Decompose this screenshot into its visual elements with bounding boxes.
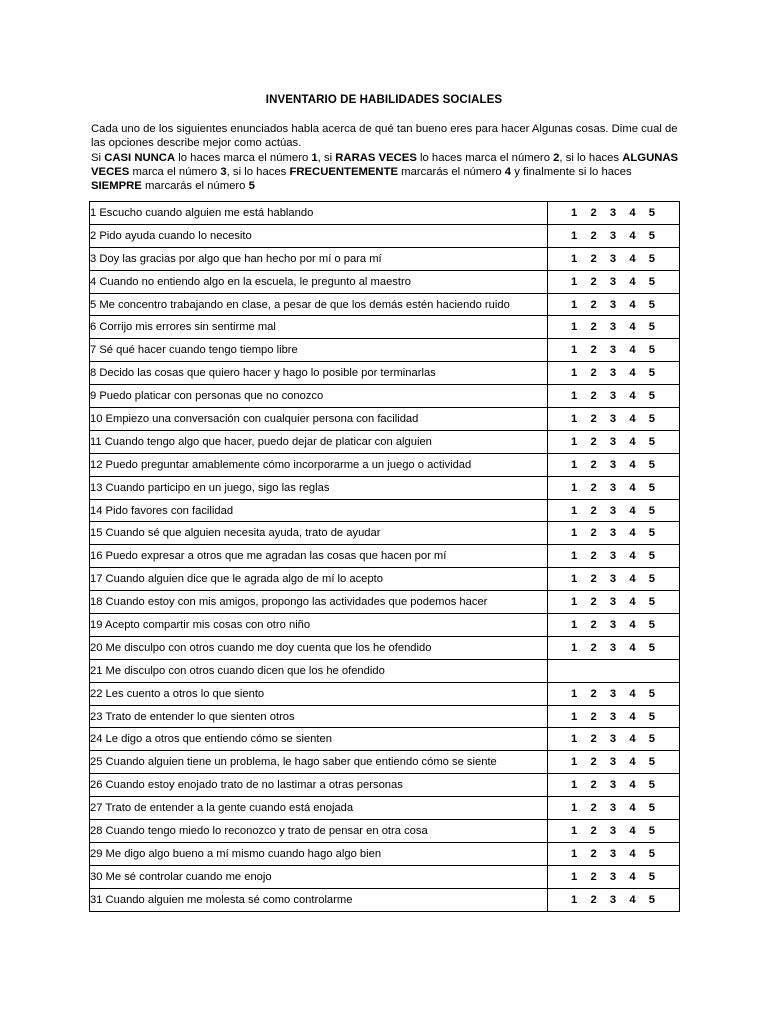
rating-option[interactable]: 4	[629, 733, 636, 746]
rating-option[interactable]: 1	[571, 573, 578, 586]
rating-option[interactable]: 5	[648, 893, 655, 906]
rating-option[interactable]: 5	[648, 252, 655, 265]
rating-option[interactable]: 1	[571, 435, 578, 448]
rating-option[interactable]: 4	[629, 618, 636, 631]
rating-scale-cell	[548, 316, 680, 339]
rating-option[interactable]: 3	[609, 527, 617, 540]
rating-option[interactable]: 5	[648, 573, 655, 586]
rating-option[interactable]: 2	[590, 779, 597, 792]
rating-option[interactable]: 5	[648, 596, 655, 609]
rating-scale	[548, 550, 679, 562]
rating-option[interactable]: 4	[629, 321, 636, 334]
rating-option[interactable]: 3	[609, 252, 617, 265]
rating-option[interactable]: 3	[609, 412, 617, 425]
rating-option[interactable]: 3	[609, 573, 617, 586]
rating-option[interactable]: 5	[648, 275, 655, 288]
table-row	[90, 453, 680, 476]
item-statement: 18 Cuando estoy con mis amigos, propongo las actividades que podemos hacer	[90, 591, 548, 614]
rating-scale-cell	[548, 362, 680, 385]
rating-option[interactable]: 3	[609, 550, 617, 563]
rating-option[interactable]: 5	[648, 367, 655, 380]
rating-option[interactable]: 1	[571, 275, 578, 288]
rating-option[interactable]: 4	[629, 344, 636, 357]
rating-scale	[548, 596, 679, 608]
rating-option[interactable]: 3	[609, 504, 617, 517]
rating-scale-cell	[548, 797, 680, 820]
rating-option[interactable]: 3	[609, 733, 617, 746]
table-row	[90, 614, 680, 637]
rating-option[interactable]: 3	[609, 229, 617, 242]
rating-option[interactable]: 5	[648, 756, 655, 769]
rating-scale-cell	[548, 339, 680, 362]
table-row	[90, 339, 680, 362]
rating-scale-cell	[548, 842, 680, 865]
table-row	[90, 430, 680, 453]
rating-scale-cell	[548, 293, 680, 316]
table-row	[90, 797, 680, 820]
rating-option[interactable]: 2	[590, 206, 597, 219]
item-statement: 17 Cuando alguien dice que le agrada algo de mí lo acepto	[90, 568, 548, 591]
rating-option[interactable]: 4	[629, 458, 636, 471]
rating-option[interactable]: 4	[629, 779, 636, 792]
rating-option[interactable]: 3	[609, 275, 617, 288]
table-row	[90, 591, 680, 614]
item-statement: 5 Me concentro trabajando en clase, a pesar de que los demás estén haciendo ruido	[90, 293, 548, 316]
rating-option[interactable]: 2	[590, 435, 597, 448]
rating-scale-cell	[548, 865, 680, 888]
rating-option[interactable]: 2	[590, 802, 597, 815]
rating-option[interactable]: 1	[571, 710, 578, 723]
rating-option[interactable]: 3	[609, 298, 617, 311]
rating-scale-cell	[548, 820, 680, 843]
table-row	[90, 842, 680, 865]
rating-option[interactable]: 2	[590, 458, 597, 471]
rating-scale-cell	[548, 591, 680, 614]
rating-option[interactable]: 3	[609, 641, 617, 654]
rating-scale-cell	[548, 408, 680, 431]
rating-option[interactable]: 2	[590, 229, 597, 242]
rating-option[interactable]: 4	[629, 298, 636, 311]
item-statement: 10 Empiezo una conversación con cualquier persona con facilidad	[90, 408, 548, 431]
rating-option[interactable]: 5	[648, 733, 655, 746]
rating-option[interactable]: 1	[571, 390, 578, 403]
rating-option[interactable]: 2	[590, 756, 597, 769]
rating-option[interactable]: 2	[590, 481, 597, 494]
rating-option[interactable]: 2	[590, 824, 597, 837]
rating-option[interactable]: 2	[590, 298, 597, 311]
rating-scale-cell	[548, 568, 680, 591]
rating-option[interactable]: 3	[609, 802, 617, 815]
rating-option[interactable]: 2	[590, 618, 597, 631]
rating-scale-cell	[548, 499, 680, 522]
rating-option[interactable]: 1	[571, 229, 578, 242]
rating-option[interactable]: 4	[629, 412, 636, 425]
rating-scale-cell	[548, 247, 680, 270]
rating-scale	[548, 802, 679, 814]
rating-scale-cell	[548, 476, 680, 499]
rating-option[interactable]: 3	[609, 344, 617, 357]
rating-option[interactable]: 5	[648, 321, 655, 334]
rating-option[interactable]: 4	[629, 756, 636, 769]
rating-option[interactable]: 1	[571, 504, 578, 517]
rating-option[interactable]: 3	[609, 847, 617, 860]
table-row	[90, 202, 680, 225]
rating-scale	[548, 825, 679, 837]
table-row	[90, 636, 680, 659]
item-statement: 28 Cuando tengo miedo lo reconozco y trato de pensar en otra cosa	[90, 820, 548, 843]
rating-scale	[548, 711, 679, 723]
rating-option[interactable]: 3	[609, 458, 617, 471]
rating-option[interactable]: 4	[629, 504, 636, 517]
rating-option[interactable]: 4	[629, 550, 636, 563]
rating-scale-cell	[548, 636, 680, 659]
rating-scale	[548, 505, 679, 517]
rating-option[interactable]: 5	[648, 527, 655, 540]
rating-option[interactable]: 1	[571, 893, 578, 906]
item-statement: 14 Pido favores con facilidad	[90, 499, 548, 522]
rating-option[interactable]: 5	[648, 710, 655, 723]
rating-scale-cell	[548, 614, 680, 637]
table-row	[90, 362, 680, 385]
rating-option[interactable]: 3	[609, 206, 617, 219]
rating-option[interactable]: 1	[571, 779, 578, 792]
rating-option[interactable]: 1	[571, 687, 578, 700]
rating-option[interactable]: 5	[648, 229, 655, 242]
rating-option[interactable]: 4	[629, 206, 636, 219]
item-statement: 12 Puedo preguntar amablemente cómo incorporarme a un juego o actividad	[90, 453, 548, 476]
rating-option[interactable]: 2	[590, 710, 597, 723]
rating-option[interactable]: 1	[571, 458, 578, 471]
table-row	[90, 728, 680, 751]
item-statement: 25 Cuando alguien tiene un problema, le hago saber que entiendo cómo se siente	[90, 751, 548, 774]
rating-scale	[548, 756, 679, 768]
rating-option[interactable]: 5	[648, 298, 655, 311]
item-statement: 23 Trato de entender lo que sienten otros	[90, 705, 548, 728]
rating-option[interactable]: 1	[571, 618, 578, 631]
rating-option[interactable]: 5	[648, 435, 655, 448]
rating-scale	[548, 436, 679, 448]
rating-option[interactable]: 3	[609, 481, 617, 494]
rating-option[interactable]: 4	[629, 435, 636, 448]
rating-option[interactable]: 3	[609, 596, 617, 609]
rating-option[interactable]: 2	[590, 252, 597, 265]
table-row	[90, 568, 680, 591]
rating-scale	[548, 344, 679, 356]
rating-option[interactable]: 3	[609, 710, 617, 723]
rating-option[interactable]: 2	[590, 321, 597, 334]
rating-option[interactable]: 3	[609, 893, 617, 906]
item-statement: 1 Escucho cuando alguien me está hablando	[90, 202, 548, 225]
item-statement: 29 Me digo algo bueno a mí mismo cuando hago algo bien	[90, 842, 548, 865]
rating-option[interactable]: 1	[571, 596, 578, 609]
rating-option[interactable]: 1	[571, 802, 578, 815]
rating-scale	[548, 207, 679, 219]
rating-option[interactable]: 5	[648, 779, 655, 792]
rating-option[interactable]: 1	[571, 481, 578, 494]
rating-scale	[548, 321, 679, 333]
inventory-table	[89, 201, 680, 912]
rating-option[interactable]: 2	[590, 367, 597, 380]
rating-option[interactable]: 1	[571, 321, 578, 334]
rating-scale	[548, 894, 679, 906]
table-row	[90, 408, 680, 431]
rating-option[interactable]: 2	[590, 573, 597, 586]
rating-option[interactable]: 1	[571, 344, 578, 357]
table-row	[90, 545, 680, 568]
rating-option[interactable]: 5	[648, 412, 655, 425]
rating-option[interactable]: 2	[590, 733, 597, 746]
rating-option[interactable]: 3	[609, 321, 617, 334]
rating-option[interactable]: 2	[590, 870, 597, 883]
instructions	[91, 122, 683, 193]
rating-option[interactable]: 5	[648, 618, 655, 631]
rating-option[interactable]: 1	[571, 252, 578, 265]
rating-option[interactable]: 3	[609, 779, 617, 792]
rating-option[interactable]: 3	[609, 687, 617, 700]
rating-option[interactable]: 1	[571, 298, 578, 311]
item-statement: 26 Cuando estoy enojado trato de no lastimar a otras personas	[90, 774, 548, 797]
rating-option[interactable]: 3	[609, 390, 617, 403]
rating-option[interactable]: 5	[648, 504, 655, 517]
rating-option[interactable]: 4	[629, 481, 636, 494]
table-row	[90, 751, 680, 774]
rating-option[interactable]: 4	[629, 573, 636, 586]
item-statement: 31 Cuando alguien me molesta sé como controlarme	[90, 888, 548, 911]
rating-option[interactable]: 4	[629, 252, 636, 265]
rating-option[interactable]: 5	[648, 847, 655, 860]
rating-option[interactable]: 2	[590, 344, 597, 357]
rating-option[interactable]: 1	[571, 733, 578, 746]
rating-option[interactable]: 1	[571, 756, 578, 769]
rating-scale-cell	[548, 522, 680, 545]
rating-option[interactable]: 2	[590, 550, 597, 563]
rating-scale	[548, 367, 679, 379]
table-row	[90, 865, 680, 888]
rating-scale	[548, 642, 679, 654]
rating-option[interactable]: 5	[648, 206, 655, 219]
rating-scale	[548, 482, 679, 494]
rating-option[interactable]: 5	[648, 802, 655, 815]
rating-scale	[548, 871, 679, 883]
rating-option[interactable]: 4	[629, 847, 636, 860]
item-statement: 21 Me disculpo con otros cuando dicen que los he ofendido	[90, 659, 548, 682]
table-row	[90, 316, 680, 339]
rating-option[interactable]: 1	[571, 824, 578, 837]
table-row	[90, 270, 680, 293]
item-statement: 15 Cuando sé que alguien necesita ayuda, trato de ayudar	[90, 522, 548, 545]
rating-scale-cell	[548, 202, 680, 225]
rating-option[interactable]: 4	[629, 596, 636, 609]
rating-scale	[548, 779, 679, 791]
rating-scale	[548, 253, 679, 265]
table-row	[90, 293, 680, 316]
rating-scale-cell	[548, 751, 680, 774]
item-statement: 11 Cuando tengo algo que hacer, puedo dejar de platicar con alguien	[90, 430, 548, 453]
rating-scale	[548, 848, 679, 860]
rating-option[interactable]: 5	[648, 641, 655, 654]
rating-option[interactable]: 2	[590, 527, 597, 540]
scoring-instructions: Si CASI NUNCA lo haces marca el número 1, si RARAS VECES lo haces marca el número 2, si lo haces ALGUNAS VECES marca el número 3, si lo haces FRECUENTEMENTE marcarás el número 4 y finalmente si lo haces SIEMPRE marcarás el número 5	[91, 151, 679, 193]
item-statement: 20 Me disculpo con otros cuando me doy cuenta que los he ofendido	[90, 636, 548, 659]
rating-option[interactable]: 4	[629, 893, 636, 906]
rating-option[interactable]: 1	[571, 550, 578, 563]
rating-option[interactable]: 5	[648, 481, 655, 494]
rating-scale-cell	[548, 728, 680, 751]
table-row	[90, 224, 680, 247]
item-statement: 4 Cuando no entiendo algo en la escuela, le pregunto al maestro	[90, 270, 548, 293]
rating-option[interactable]: 2	[590, 504, 597, 517]
rating-option[interactable]: 1	[571, 641, 578, 654]
rating-option[interactable]: 1	[571, 527, 578, 540]
rating-option[interactable]: 3	[609, 756, 617, 769]
rating-scale	[548, 527, 679, 539]
rating-scale	[548, 459, 679, 471]
rating-option[interactable]: 4	[629, 641, 636, 654]
rating-option[interactable]: 1	[571, 206, 578, 219]
rating-option[interactable]: 2	[590, 596, 597, 609]
rating-scale	[548, 573, 679, 585]
rating-scale-cell	[548, 888, 680, 911]
rating-option[interactable]: 4	[629, 390, 636, 403]
rating-option[interactable]: 4	[629, 367, 636, 380]
rating-option[interactable]: 3	[609, 367, 617, 380]
rating-option[interactable]: 5	[648, 390, 655, 403]
rating-option[interactable]: 4	[629, 710, 636, 723]
rating-scale-cell	[548, 385, 680, 408]
rating-scale	[548, 230, 679, 242]
rating-option[interactable]: 1	[571, 367, 578, 380]
table-row	[90, 659, 680, 682]
rating-option[interactable]: 1	[571, 847, 578, 860]
rating-option[interactable]: 5	[648, 824, 655, 837]
rating-option[interactable]: 2	[590, 893, 597, 906]
rating-option[interactable]: 5	[648, 870, 655, 883]
rating-scale	[548, 276, 679, 288]
rating-scale-cell	[548, 224, 680, 247]
table-row	[90, 476, 680, 499]
rating-option[interactable]: 2	[590, 390, 597, 403]
table-row	[90, 888, 680, 911]
item-statement: 16 Puedo expresar a otros que me agradan las cosas que hacen por mí	[90, 545, 548, 568]
table-row	[90, 385, 680, 408]
table-row	[90, 499, 680, 522]
item-statement: 9 Puedo platicar con personas que no conozco	[90, 385, 548, 408]
rating-scale	[548, 733, 679, 745]
rating-option[interactable]: 4	[629, 527, 636, 540]
instructions-paragraph: Cada uno de los siguientes enunciados habla acerca de qué tan bueno eres para hacer Algunas cosas. Dime cual de las opciones describe mejor como actúas.	[91, 123, 678, 150]
rating-scale	[548, 299, 679, 311]
item-statement: 22 Les cuento a otros lo que siento	[90, 682, 548, 705]
rating-option[interactable]: 4	[629, 824, 636, 837]
rating-option[interactable]: 2	[590, 847, 597, 860]
item-statement: 3 Doy las gracias por algo que han hecho por mí o para mí	[90, 247, 548, 270]
item-statement: 8 Decido las cosas que quiero hacer y hago lo posible por terminarlas	[90, 362, 548, 385]
rating-scale	[548, 619, 679, 631]
table-row	[90, 705, 680, 728]
rating-scale-cell	[548, 430, 680, 453]
table-row	[90, 820, 680, 843]
item-statement: 13 Cuando participo en un juego, sigo las reglas	[90, 476, 548, 499]
rating-option[interactable]: 5	[648, 550, 655, 563]
item-statement: 30 Me sé controlar cuando me enojo	[90, 865, 548, 888]
item-statement: 6 Corrijo mis errores sin sentirme mal	[90, 316, 548, 339]
document-title: INVENTARIO DE HABILIDADES SOCIALES	[265, 94, 503, 106]
rating-option[interactable]: 5	[648, 687, 655, 700]
rating-option[interactable]: 2	[590, 641, 597, 654]
rating-option[interactable]: 5	[648, 344, 655, 357]
rating-option[interactable]: 1	[571, 412, 578, 425]
rating-option[interactable]: 3	[609, 870, 617, 883]
rating-scale-cell	[548, 774, 680, 797]
rating-scale	[548, 413, 679, 425]
rating-scale-cell	[548, 453, 680, 476]
rating-option[interactable]: 4	[629, 229, 636, 242]
rating-scale	[548, 688, 679, 700]
table-row	[90, 774, 680, 797]
rating-scale	[548, 390, 679, 402]
rating-option[interactable]: 4	[629, 275, 636, 288]
item-statement: 27 Trato de entender a la gente cuando está enojada	[90, 797, 548, 820]
item-statement: 7 Sé qué hacer cuando tengo tiempo libre	[90, 339, 548, 362]
table-row	[90, 522, 680, 545]
item-statement: 24 Le digo a otros que entiendo cómo se sienten	[90, 728, 548, 751]
rating-option[interactable]: 5	[648, 458, 655, 471]
rating-option[interactable]: 4	[629, 687, 636, 700]
rating-option[interactable]: 2	[590, 687, 597, 700]
table-row	[90, 247, 680, 270]
item-statement: 19 Acepto compartir mis cosas con otro niño	[90, 614, 548, 637]
rating-scale-cell	[548, 545, 680, 568]
rating-option[interactable]: 3	[609, 435, 617, 448]
rating-scale-cell	[548, 659, 680, 682]
rating-option[interactable]: 4	[629, 802, 636, 815]
rating-option[interactable]: 2	[590, 412, 597, 425]
rating-scale-cell	[548, 682, 680, 705]
rating-option[interactable]: 3	[609, 824, 617, 837]
rating-scale-cell	[548, 705, 680, 728]
rating-option[interactable]: 1	[571, 870, 578, 883]
rating-scale-cell	[548, 270, 680, 293]
rating-option[interactable]: 4	[629, 870, 636, 883]
item-statement: 2 Pido ayuda cuando lo necesito	[90, 224, 548, 247]
rating-option[interactable]: 3	[609, 618, 617, 631]
table-row	[90, 682, 680, 705]
rating-option[interactable]: 2	[590, 275, 597, 288]
